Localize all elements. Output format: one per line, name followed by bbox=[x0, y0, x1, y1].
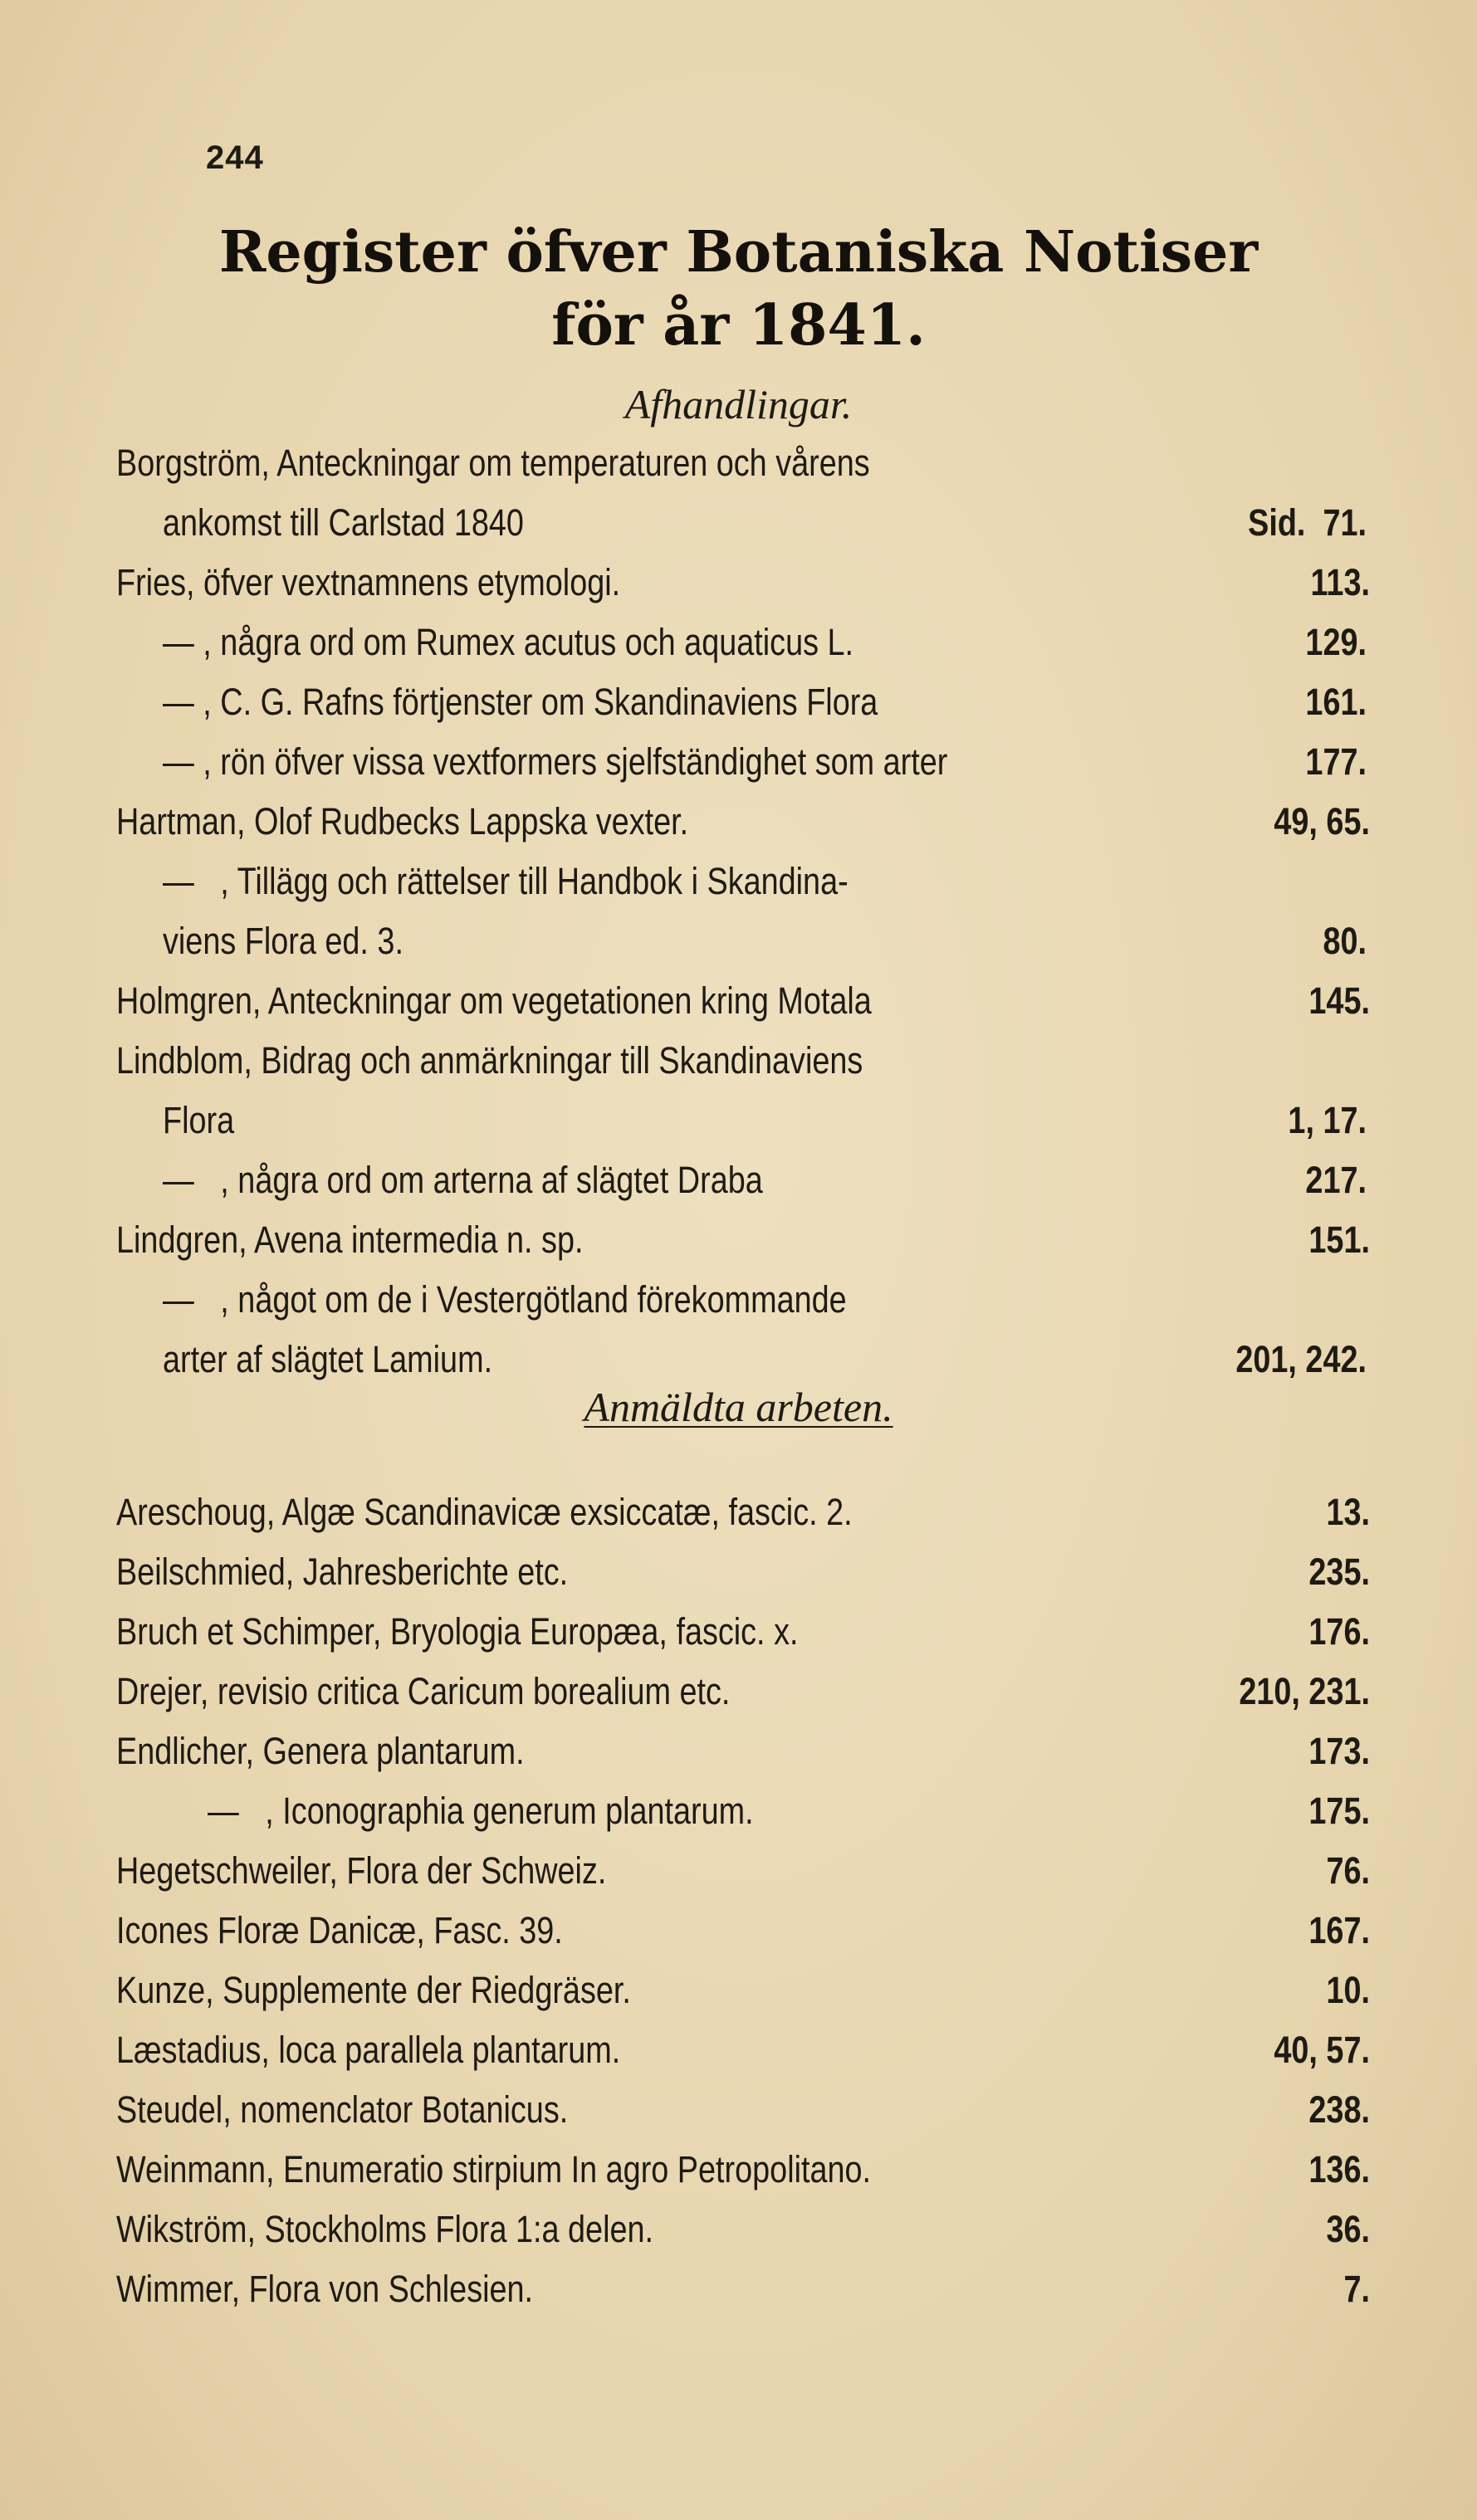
entry-page: 13. bbox=[1326, 1491, 1370, 1533]
entry-page: 10. bbox=[1326, 1969, 1370, 2011]
register-entry bbox=[116, 2205, 1370, 2254]
entry-text: Hegetschweiler, Flora der Schweiz. bbox=[116, 1849, 607, 1892]
entry-page: 80. bbox=[1323, 920, 1367, 962]
entry-text: — , några ord om Rumex acutus och aquaticus L. bbox=[163, 621, 854, 663]
register-entry bbox=[116, 1487, 1370, 1537]
register-entry bbox=[163, 1335, 1367, 1385]
entry-page: 129. bbox=[1305, 621, 1367, 663]
entry-text: Drejer, revisio critica Caricum borealium etc. bbox=[116, 1670, 731, 1712]
entry-text: Kunze, Supplemente der Riedgräser. bbox=[116, 1969, 631, 2011]
entry-page: 175. bbox=[1308, 1790, 1370, 1832]
entry-page: 76. bbox=[1326, 1849, 1370, 1892]
entry-page: 40, 57. bbox=[1274, 2029, 1370, 2071]
entry-page: 167. bbox=[1308, 1909, 1370, 1951]
entry-page: 238. bbox=[1308, 2088, 1370, 2131]
register-entry bbox=[163, 737, 1367, 787]
register-entry bbox=[208, 1786, 1370, 1836]
register-entry bbox=[116, 2085, 1370, 2135]
register-entry bbox=[163, 1155, 1367, 1205]
register-entry bbox=[163, 1096, 1367, 1145]
section-heading-anmalda bbox=[0, 1386, 1477, 1428]
entry-text: — , rön öfver vissa vextformers sjelfständighet som arter bbox=[163, 740, 948, 783]
entry-text: Beilschmied, Jahresberichte etc. bbox=[116, 1551, 569, 1593]
register-entry bbox=[163, 498, 1367, 548]
register-entry bbox=[116, 1215, 1370, 1265]
entry-page: 136. bbox=[1308, 2148, 1370, 2190]
entry-text: — , Tillägg och rättelser till Handbok i Skandina- bbox=[163, 860, 849, 902]
entry-text: — , något om de i Vestergötland förekommande bbox=[163, 1278, 847, 1321]
entry-page: 1, 17. bbox=[1288, 1099, 1367, 1141]
register-entry bbox=[116, 976, 1370, 1026]
entry-text: Bruch et Schimper, Bryologia Europæa, fascic. x. bbox=[116, 1610, 799, 1653]
register-entry bbox=[116, 1966, 1370, 2015]
entry-text: Lindblom, Bidrag och anmärkningar till Skandinaviens bbox=[116, 1039, 863, 1082]
entry-text: Læstadius, loca parallela plantarum. bbox=[116, 2029, 621, 2071]
entry-page: 161. bbox=[1305, 681, 1367, 723]
register-entry bbox=[116, 2025, 1370, 2075]
entry-page: 49, 65. bbox=[1274, 800, 1370, 842]
entry-text: Lindgren, Avena intermedia n. sp. bbox=[116, 1218, 584, 1261]
entry-page: 113. bbox=[1310, 561, 1370, 603]
register-entry bbox=[116, 797, 1370, 847]
entry-page: 235. bbox=[1308, 1551, 1370, 1593]
register-entry bbox=[116, 1726, 1370, 1776]
entry-page: 36. bbox=[1326, 2208, 1370, 2250]
register-entry bbox=[163, 916, 1367, 966]
register-entry bbox=[116, 1036, 1287, 1086]
entry-page: 173. bbox=[1308, 1730, 1370, 1772]
register-entry bbox=[163, 618, 1367, 667]
register-entry bbox=[116, 1846, 1370, 1896]
register-entry bbox=[163, 857, 1308, 906]
entry-page: 177. bbox=[1305, 740, 1367, 783]
entry-text: — , Iconographia generum plantarum. bbox=[208, 1790, 754, 1832]
page-title-year: för år 1841. bbox=[551, 292, 926, 359]
entry-page: 7. bbox=[1343, 2268, 1370, 2310]
entry-text: Holmgren, Anteckningar om vegetationen kring Motala bbox=[116, 979, 872, 1022]
register-entry bbox=[116, 558, 1370, 608]
section-heading-anmalda-text: Anmäldta arbeten. bbox=[584, 1384, 893, 1430]
entry-text: Wimmer, Flora von Schlesien. bbox=[116, 2268, 534, 2310]
entry-text: — , några ord om arterna af slägtet Draba bbox=[163, 1159, 763, 1201]
register-entry bbox=[116, 438, 1262, 488]
entry-page: 217. bbox=[1305, 1159, 1367, 1201]
register-entry bbox=[116, 1547, 1370, 1597]
entry-text: ankomst till Carlstad 1840 bbox=[163, 501, 524, 544]
entry-text: Hartman, Olof Rudbecks Lappska vexter. bbox=[116, 800, 689, 842]
page-title: Register öfver Botaniska Notiser bbox=[218, 219, 1259, 286]
page-number: 244 bbox=[206, 139, 264, 176]
entry-page: 145. bbox=[1308, 979, 1370, 1022]
entry-text: — , C. G. Rafns förtjenster om Skandinaviens Flora bbox=[163, 681, 878, 723]
register-entry bbox=[116, 1906, 1370, 1956]
entry-text: Icones Floræ Danicæ, Fasc. 39. bbox=[116, 1909, 563, 1951]
entry-text: viens Flora ed. 3. bbox=[163, 920, 403, 962]
entry-page: 210, 231. bbox=[1239, 1670, 1370, 1712]
entry-text: Areschoug, Algæ Scandinavicæ exsiccatæ, fascic. 2. bbox=[116, 1491, 853, 1533]
register-entry bbox=[163, 1275, 1308, 1325]
register-entry bbox=[116, 1607, 1370, 1657]
entry-page: 201, 242. bbox=[1235, 1338, 1367, 1380]
entry-text: Borgström, Anteckningar om temperaturen och vårens bbox=[116, 442, 870, 484]
entry-text: arter af slägtet Lamium. bbox=[163, 1338, 493, 1380]
entry-page: 151. bbox=[1308, 1218, 1370, 1261]
entry-text: Wikström, Stockholms Flora 1:a delen. bbox=[116, 2208, 654, 2250]
entry-text: Fries, öfver vextnamnens etymologi. bbox=[116, 561, 621, 603]
entry-page: Sid. 71. bbox=[1248, 501, 1367, 544]
entry-text: Weinmann, Enumeratio stirpium In agro Petropolitano. bbox=[116, 2148, 872, 2190]
register-entry bbox=[163, 677, 1367, 727]
register-entry bbox=[116, 1667, 1370, 1717]
entry-text: Endlicher, Genera plantarum. bbox=[116, 1730, 525, 1772]
register-entry bbox=[116, 2145, 1370, 2195]
entry-text: Steudel, nomenclator Botanicus. bbox=[116, 2088, 569, 2131]
register-entry bbox=[116, 2264, 1370, 2314]
entry-page: 176. bbox=[1308, 1610, 1370, 1653]
section-heading-afhandlingar: Afhandlingar. bbox=[624, 381, 853, 427]
entry-text: Flora bbox=[163, 1099, 235, 1141]
